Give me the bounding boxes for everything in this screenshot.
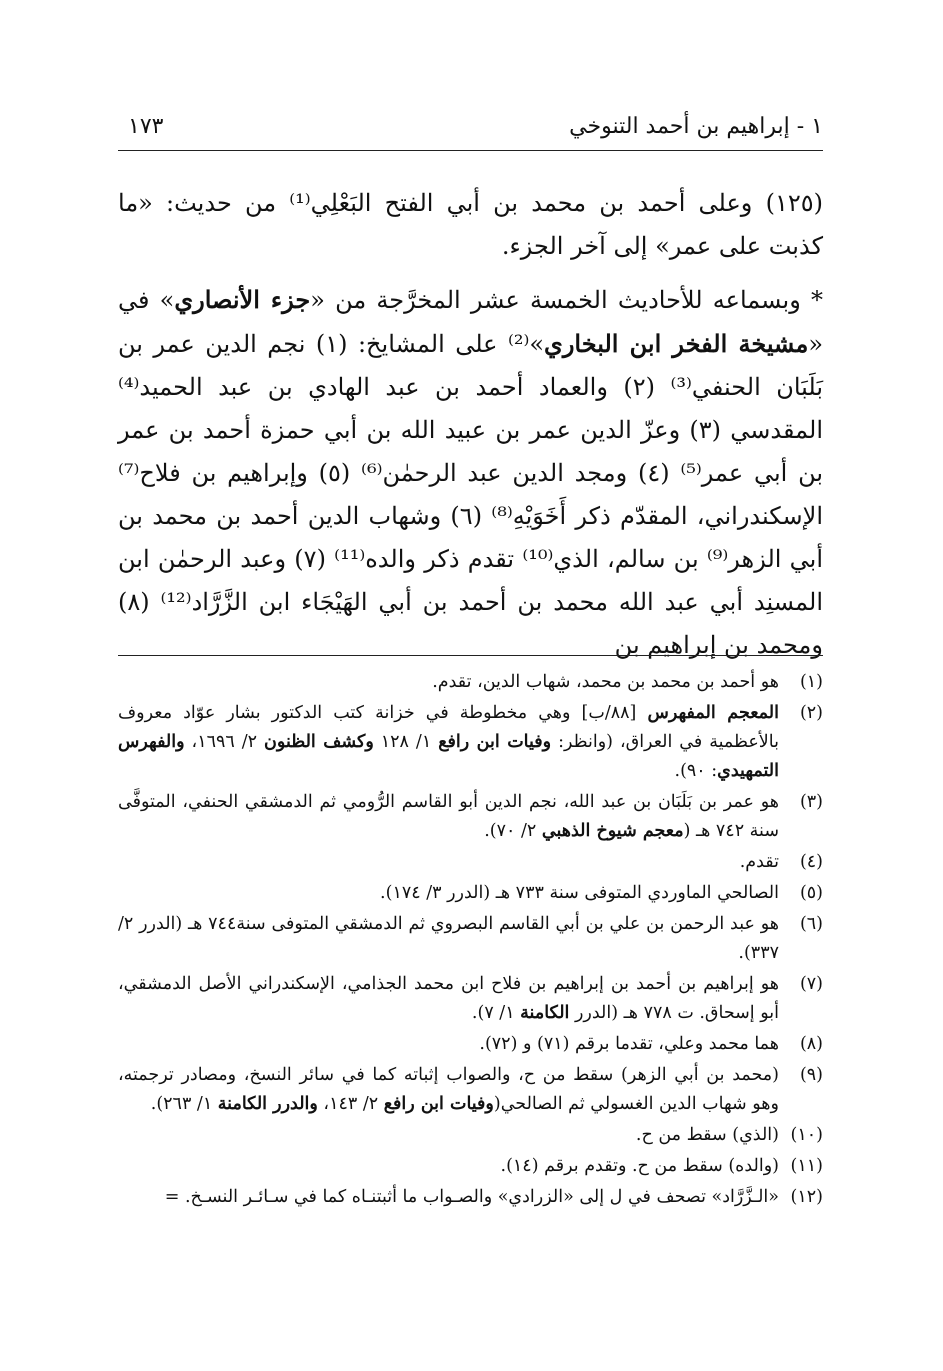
- footnote-bold-ref: وفيات ابن رافع: [438, 732, 552, 752]
- footnote-bold-ref: وكشف الظنون: [264, 732, 374, 752]
- footnote-text: [118, 699, 779, 786]
- footnote-item: [118, 699, 823, 786]
- footnote-item: [118, 1030, 823, 1059]
- footnote-number: (٣): [799, 792, 823, 812]
- footnote-number: (١٠): [790, 1125, 823, 1145]
- footnote-segment: «الـزَّرَّاد» تصحف في ل إلى «الزرادي» والصـواب ما أثبتنـاه كما في سـائـر النسـخ. =: [164, 1187, 779, 1207]
- paragraph-125: (١٢٥) وعلى أحمد بن محمد بن أبي الفتح البَعْلِي⁽¹⁾ من حديث: «ما كذبت على عمر» إلى آخر الجزء.: [118, 189, 823, 260]
- footnote-segment: : ٩٠).: [674, 761, 718, 781]
- footnote-segment: هو أحمد بن محمد بن محمد، شهاب الدين، تقدم.: [432, 672, 779, 692]
- p2-bold-juz: جزء الأنصاري: [174, 285, 311, 314]
- footnote-segment: هما محمد وعلي، تقدما برقم (٧١) و (٧٢).: [479, 1034, 779, 1054]
- footnote-number: (٧): [799, 974, 823, 994]
- footnote-segment: هو عبد الرحمن بن علي بن أبي القاسم البصروي ثم الدمشقي المتوفى سنة٧٤٤ هـ (الدرر ٢/ ٣٣٧).: [118, 914, 780, 963]
- footnote-number: (٩): [799, 1065, 823, 1085]
- footnote-segment: (الذي) سقط من ح.: [635, 1125, 779, 1145]
- footnote-number: (٥): [799, 883, 823, 903]
- footnote-number: (٦): [799, 914, 823, 934]
- footnotes: [118, 668, 823, 1214]
- footnote-text: [118, 1030, 779, 1059]
- footnote-segment: ٢/ ١٤٣،: [317, 1094, 384, 1114]
- header-rule: [118, 150, 823, 151]
- page-number: ١٧٣: [128, 114, 164, 139]
- p2-part-e: »⁽²⁾ على المشايخ: (١) نجم الدين عمر بن بَلَبَان الحنفي⁽³⁾ (٢) والعماد أحمد بن عبد الهادي بن عبد الحميد⁽⁴⁾ المقدسي (٣) وعزّ الدين عمر بن عبيد الله بن أبي حمزة أحمد بن عمر بن أبي عمر⁽⁵⁾ (٤) ومجد الدين عبد الرحمٰن⁽⁶⁾ (٥) وإبراهيم بن فلاح⁽⁷⁾ الإسكندراني، المقدّم ذكر أَخَوَيْهِ⁽⁸⁾ (٦) وشهاب الدين أحمد بن محمد بن أبي الزهر⁽⁹⁾ بن سالم، الذي⁽¹⁰⁾ تقدم ذكر والده⁽¹¹⁾ (٧) وعبد الرحمٰن ابن المسنِد أبي عبد الله محمد بن أحمد بن أبي الهَيْجَاء ابن الزَّرَّاد⁽¹²⁾ (٨) ومحمد بن إبراهيم بن: [118, 330, 824, 659]
- footnote-number: (١٢): [790, 1187, 823, 1207]
- footnote-segment: ١/ ٢٦٣).: [150, 1094, 218, 1114]
- footnote-item: [118, 1183, 823, 1212]
- footnote-text: [118, 668, 779, 697]
- footnote-text: [118, 1183, 779, 1212]
- footnote-text: [118, 970, 779, 1028]
- footnote-segment: هو إبراهيم بن أحمد بن إبراهيم بن فلاح ابن محمد الجذامي، الإسكندراني الأصل الدمشقي، أبو إسحاق. ت ٧٧٨ هـ (الدرر: [118, 974, 779, 1023]
- footnote-segment: ١/ ١٢٨: [373, 732, 439, 752]
- footnote-text: [118, 788, 779, 846]
- footnote-segment: (والده) سقط من ح. وتقدم برقم (١٤).: [500, 1156, 779, 1176]
- footnote-text: [118, 910, 779, 968]
- footnote-segment: ٢/ ١٦٩٦،: [184, 732, 265, 752]
- footnote-text: [118, 1152, 779, 1181]
- footnote-segment: (محمد بن أبي الزهر) سقط من ح، والصواب إثباته كما في سائر النسخ، ومصادر ترجمته، وهو شهاب الدين الغسولي ثم الصالحي(: [118, 1065, 779, 1114]
- footnote-item: [118, 879, 823, 908]
- main-text: [118, 182, 823, 667]
- footnote-segment: ٢/ ٧٠).: [484, 821, 542, 841]
- running-header: [118, 108, 823, 148]
- footnote-segment: هو عمر بن بَلَبَان بن عبد الله، نجم الدين أبو القاسم الرُّومي ثم الدمشقي الحنفي، المتوفَّى سنة ٧٤٢ هـ (: [118, 792, 779, 841]
- p2-part-a: * وبسماعه للأحاديث الخمسة عشر المخرَّجة من «: [310, 286, 823, 314]
- footnote-item: [118, 1061, 823, 1119]
- footnote-item: [118, 910, 823, 968]
- footnote-text: [118, 1061, 779, 1119]
- footnote-bold-ref: وفيات ابن رافع: [383, 1094, 494, 1114]
- footnote-bold-ref: والفهرس التمهيدي: [118, 732, 779, 781]
- footnote-bold-ref: الكامنة: [520, 1003, 570, 1023]
- p2-part-c: » في «: [118, 286, 824, 358]
- footnote-item: [118, 788, 823, 846]
- footnote-bold-ref: المعجم المفهرس: [647, 703, 779, 723]
- running-title: ١ - إبراهيم بن أحمد التنوخي: [569, 114, 823, 139]
- footnote-number: (٨): [799, 1034, 823, 1054]
- footnote-item: [118, 668, 823, 697]
- footnote-segment: تقدم.: [739, 852, 779, 872]
- footnote-text: [118, 848, 779, 877]
- footnote-number: (٤): [799, 852, 823, 872]
- footnote-segment: [٨٨/ب] وهي مخطوطة في خزانة كتب الدكتور بشار عوّاد معروف بالأعظمية في العراق، (وانظر:: [118, 703, 779, 752]
- p2-bold-mashyakha: مشيخة الفخر ابن البخاري: [544, 329, 809, 358]
- footnote-item: [118, 970, 823, 1028]
- footnote-number: (١١): [790, 1156, 823, 1176]
- footnote-segment: الصالحي الماوردي المتوفى سنة ٧٣٣ هـ (الدرر ٣/ ١٧٤).: [380, 883, 779, 903]
- footnote-item: [118, 1152, 823, 1181]
- footnote-rule: [118, 655, 823, 656]
- footnote-bold-ref: والدرر الكامنة: [217, 1094, 318, 1114]
- footnote-number: (١): [799, 672, 823, 692]
- footnote-item: [118, 1121, 823, 1150]
- footnote-segment: ١/ ٧).: [471, 1003, 521, 1023]
- footnote-item: [118, 848, 823, 877]
- paragraph-sama: [118, 278, 823, 667]
- footnote-bold-ref: معجم شيوخ الذهبي: [541, 821, 684, 841]
- footnote-text: [118, 879, 779, 908]
- footnote-text: [118, 1121, 779, 1150]
- footnote-number: (٢): [799, 703, 823, 723]
